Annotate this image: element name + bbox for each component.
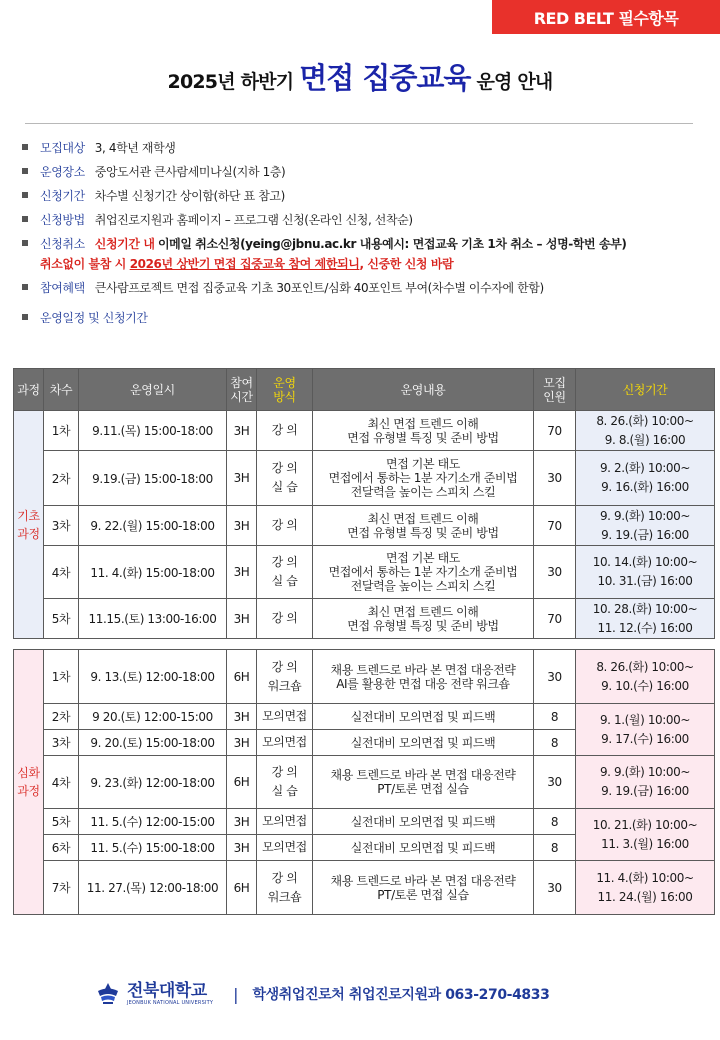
info-value: 취업진로지원과 홈페이지 – 프로그램 신청(온라인 신청, 선착순) bbox=[94, 213, 413, 227]
date-cell: 11. 5.(수) 15:00-18:00 bbox=[79, 835, 227, 861]
content-cell bbox=[313, 599, 534, 639]
period-end: 9. 10.(수) 16:00 bbox=[601, 678, 689, 693]
red-belt-badge: RED BELT 필수항목 bbox=[492, 0, 720, 34]
header-cap-1: 모집 bbox=[543, 375, 566, 390]
period-cell bbox=[576, 756, 715, 809]
period-start: 9. 2.(화) 10:00~ bbox=[599, 461, 691, 475]
header-round: 차수 bbox=[44, 369, 79, 411]
bullet-icon bbox=[22, 192, 28, 198]
round-cell: 6차 bbox=[44, 835, 79, 861]
content-line: 채용 트렌드로 바라 본 면접 대응전략 bbox=[330, 768, 516, 782]
info-label: 신청취소 bbox=[40, 237, 85, 251]
period-start: 10. 21.(화) 10:00~ bbox=[592, 817, 698, 832]
header-method-1: 운영 bbox=[273, 375, 296, 390]
period-start: 11. 4.(화) 10:00~ bbox=[596, 870, 694, 885]
footer-separator: | bbox=[233, 984, 239, 1004]
content-line: PT/토론 면접 실습 bbox=[377, 782, 469, 796]
hours-cell: 6H bbox=[227, 861, 257, 915]
content-cell bbox=[313, 546, 534, 599]
hours-cell: 6H bbox=[227, 756, 257, 809]
date-cell: 9.11.(목) 15:00-18:00 bbox=[79, 411, 227, 451]
date-cell: 11. 5.(수) 12:00-15:00 bbox=[79, 809, 227, 835]
info-value: 큰사람프로젝트 면접 집중교육 기초 30포인트/심화 40포인트 부여(차수별 이수자에 한함) bbox=[94, 281, 544, 295]
header-hours bbox=[227, 369, 257, 411]
period-end: 11. 24.(월) 16:00 bbox=[597, 889, 693, 904]
date-cell: 9. 22.(월) 15:00-18:00 bbox=[79, 506, 227, 546]
round-cell: 2차 bbox=[44, 451, 79, 506]
hours-cell: 3H bbox=[227, 411, 257, 451]
date-cell: 9.19.(금) 15:00-18:00 bbox=[79, 451, 227, 506]
footer bbox=[95, 981, 549, 1007]
info-period bbox=[22, 188, 712, 212]
content-line: 면접 유형별 특징 및 준비 방법 bbox=[347, 525, 499, 540]
table-row bbox=[14, 704, 715, 730]
info-target bbox=[22, 140, 712, 164]
course-advanced bbox=[14, 650, 44, 915]
content-line: 면접 기본 태도 bbox=[386, 457, 460, 471]
date-cell: 11.15.(토) 13:00-16:00 bbox=[79, 599, 227, 639]
period-end: 10. 31.(금) 16:00 bbox=[597, 574, 693, 588]
period-start: 10. 28.(화) 10:00~ bbox=[592, 601, 698, 616]
bullet-icon bbox=[22, 284, 28, 290]
date-cell: 11. 27.(목) 12:00-18:00 bbox=[79, 861, 227, 915]
round-cell: 3차 bbox=[44, 730, 79, 756]
method-text: 워크숍 bbox=[267, 889, 302, 904]
info-value: 중앙도서관 큰사람세미나실(지하 1층) bbox=[94, 165, 286, 179]
capacity-cell: 30 bbox=[534, 861, 576, 915]
date-cell: 9. 13.(토) 12:00-18:00 bbox=[79, 650, 227, 704]
header-hours-2: 시간 bbox=[230, 389, 253, 404]
method-cell bbox=[257, 451, 313, 506]
header-hours-1: 참여 bbox=[230, 375, 253, 390]
capacity-cell: 8 bbox=[534, 704, 576, 730]
round-cell: 2차 bbox=[44, 704, 79, 730]
page-title bbox=[0, 56, 720, 97]
method-text: 강 의 bbox=[271, 423, 298, 437]
title-main: 면접 집중교육 bbox=[299, 61, 471, 95]
content-line: 채용 트렌드로 바라 본 면접 대응전략 bbox=[330, 662, 516, 677]
capacity-cell: 30 bbox=[534, 546, 576, 599]
period-start: 9. 9.(화) 10:00~ bbox=[599, 508, 691, 523]
method-cell bbox=[257, 861, 313, 915]
period-start: 9. 9.(화) 10:00~ bbox=[599, 765, 691, 779]
period-start: 8. 26.(화) 10:00~ bbox=[596, 659, 694, 674]
period-cell bbox=[576, 809, 715, 861]
period-cell bbox=[576, 599, 715, 639]
content-cell bbox=[313, 451, 534, 506]
footer-contact: 학생취업진로처 취업진로지원과 063-270-4833 bbox=[252, 987, 550, 1003]
round-cell: 5차 bbox=[44, 809, 79, 835]
period-cell bbox=[576, 650, 715, 704]
content-line: 면접 유형별 특징 및 준비 방법 bbox=[347, 430, 499, 445]
hours-cell: 3H bbox=[227, 451, 257, 506]
period-cell bbox=[576, 861, 715, 915]
period-cell bbox=[576, 506, 715, 546]
hours-cell: 6H bbox=[227, 650, 257, 704]
content-line: 최신 면접 트렌드 이해 bbox=[367, 416, 479, 431]
table-row bbox=[14, 599, 715, 639]
bullet-icon bbox=[22, 314, 28, 320]
content-cell bbox=[313, 650, 534, 704]
round-cell: 1차 bbox=[44, 650, 79, 704]
course-name-2: 과정 bbox=[17, 526, 40, 541]
content-cell: 실전대비 모의면접 및 피드백 bbox=[313, 809, 534, 835]
logo-korean: 전북대학교 bbox=[127, 981, 207, 1001]
capacity-cell: 8 bbox=[534, 730, 576, 756]
content-line: 전달력을 높이는 스피치 스킬 bbox=[350, 579, 496, 593]
period-start: 8. 26.(화) 10:00~ bbox=[596, 413, 694, 428]
header-content: 운영내용 bbox=[313, 369, 534, 411]
method-text: 강 의 bbox=[271, 870, 298, 885]
method-text: 실 습 bbox=[271, 480, 298, 494]
content-cell: 실전대비 모의면접 및 피드백 bbox=[313, 730, 534, 756]
period-end: 9. 19.(금) 16:00 bbox=[601, 784, 689, 798]
content-line: 전달력을 높이는 스피치 스킬 bbox=[350, 485, 496, 499]
method-cell bbox=[257, 411, 313, 451]
method-text: 강 의 bbox=[271, 555, 298, 569]
university-logo bbox=[127, 982, 213, 1006]
round-cell: 1차 bbox=[44, 411, 79, 451]
method-cell bbox=[257, 506, 313, 546]
method-text: 실 습 bbox=[271, 574, 298, 588]
method-cell: 모의면접 bbox=[257, 809, 313, 835]
content-line: PT/토론 면접 실습 bbox=[377, 887, 469, 902]
method-text: 강 의 bbox=[271, 765, 298, 779]
hours-cell: 3H bbox=[227, 599, 257, 639]
period-end: 9. 17.(수) 16:00 bbox=[601, 731, 689, 746]
method-cell bbox=[257, 546, 313, 599]
header-method bbox=[257, 369, 313, 411]
capacity-cell: 8 bbox=[534, 809, 576, 835]
bullet-icon bbox=[22, 144, 28, 150]
date-cell: 9. 20.(토) 15:00-18:00 bbox=[79, 730, 227, 756]
period-end: 9. 8.(월) 16:00 bbox=[604, 432, 686, 447]
period-end: 9. 16.(화) 16:00 bbox=[601, 480, 689, 494]
bullet-icon bbox=[22, 240, 28, 246]
method-text: 강 의 bbox=[271, 518, 298, 532]
table-row bbox=[14, 506, 715, 546]
capacity-cell: 70 bbox=[534, 411, 576, 451]
capacity-cell: 30 bbox=[534, 451, 576, 506]
date-cell: 11. 4.(화) 15:00-18:00 bbox=[79, 546, 227, 599]
capacity-cell: 30 bbox=[534, 650, 576, 704]
info-value: 3, 4학년 재학생 bbox=[94, 141, 176, 155]
hours-cell: 3H bbox=[227, 730, 257, 756]
date-cell: 9 20.(토) 12:00-15:00 bbox=[79, 704, 227, 730]
round-cell: 4차 bbox=[44, 756, 79, 809]
capacity-cell: 8 bbox=[534, 835, 576, 861]
content-cell bbox=[313, 861, 534, 915]
table-row bbox=[14, 650, 715, 704]
round-cell: 3차 bbox=[44, 506, 79, 546]
title-suffix: 운영 안내 bbox=[476, 71, 553, 93]
method-cell bbox=[257, 599, 313, 639]
info-cancel bbox=[22, 236, 712, 256]
cancel-warning bbox=[22, 256, 712, 280]
info-label: 모집대상 bbox=[40, 141, 85, 155]
method-text: 강 의 bbox=[271, 611, 298, 625]
period-end: 11. 12.(수) 16:00 bbox=[597, 620, 693, 635]
content-line: 면접에서 통하는 1분 자기소개 준비법 bbox=[328, 471, 518, 485]
course-name-2: 과정 bbox=[17, 784, 40, 798]
header-date: 운영일시 bbox=[79, 369, 227, 411]
info-schedule bbox=[22, 310, 712, 334]
info-label: 운영장소 bbox=[40, 165, 85, 179]
content-line: 최신 면접 트렌드 이해 bbox=[367, 511, 479, 526]
info-benefit bbox=[22, 280, 712, 310]
university-emblem-icon bbox=[95, 982, 121, 1006]
header-period: 신청기간 bbox=[576, 369, 715, 411]
schedule-label: 운영일정 및 신청기간 bbox=[40, 311, 148, 325]
round-cell: 5차 bbox=[44, 599, 79, 639]
period-cell bbox=[576, 704, 715, 756]
method-cell: 모의면접 bbox=[257, 730, 313, 756]
period-end: 9. 19.(금) 16:00 bbox=[601, 527, 689, 542]
method-cell: 모의면접 bbox=[257, 835, 313, 861]
table-row bbox=[14, 756, 715, 809]
hours-cell: 3H bbox=[227, 506, 257, 546]
title-divider bbox=[25, 123, 693, 124]
period-start: 10. 14.(화) 10:00~ bbox=[592, 555, 698, 569]
content-line: 채용 트렌드로 바라 본 면접 대응전략 bbox=[330, 873, 516, 888]
content-line: 면접 기본 태도 bbox=[386, 551, 460, 565]
header-cap-2: 인원 bbox=[543, 389, 566, 404]
round-cell: 7차 bbox=[44, 861, 79, 915]
content-cell bbox=[313, 506, 534, 546]
content-line: AI를 활용한 면접 대응 전략 워크숍 bbox=[336, 676, 510, 691]
method-text: 실 습 bbox=[271, 784, 298, 798]
method-cell bbox=[257, 650, 313, 704]
period-cell bbox=[576, 451, 715, 506]
info-label: 신청기간 bbox=[40, 189, 85, 203]
method-cell bbox=[257, 756, 313, 809]
period-cell bbox=[576, 546, 715, 599]
content-line: 최신 면접 트렌드 이해 bbox=[367, 604, 479, 619]
method-cell: 모의면접 bbox=[257, 704, 313, 730]
period-cell bbox=[576, 411, 715, 451]
title-prefix: 2025년 하반기 bbox=[167, 71, 294, 93]
hours-cell: 3H bbox=[227, 704, 257, 730]
method-text: 워크숍 bbox=[267, 678, 302, 693]
period-start: 9. 1.(월) 10:00~ bbox=[599, 712, 691, 727]
info-list bbox=[22, 140, 712, 334]
warning-pre: 취소없이 불참 시 bbox=[40, 257, 130, 271]
info-label: 신청방법 bbox=[40, 213, 85, 227]
course-basic bbox=[14, 411, 44, 639]
course-name-1: 심화 bbox=[17, 766, 40, 780]
content-cell: 실전대비 모의면접 및 피드백 bbox=[313, 835, 534, 861]
basic-schedule-table bbox=[13, 368, 715, 639]
info-value: 차수별 신청기간 상이함(하단 표 참고) bbox=[94, 189, 285, 203]
content-cell: 실전대비 모의면접 및 피드백 bbox=[313, 704, 534, 730]
table-row bbox=[14, 451, 715, 506]
period-end: 11. 3.(월) 16:00 bbox=[601, 836, 689, 851]
content-cell bbox=[313, 756, 534, 809]
hours-cell: 3H bbox=[227, 835, 257, 861]
header-capacity bbox=[534, 369, 576, 411]
hours-cell: 3H bbox=[227, 809, 257, 835]
cancel-bold-text: 이메일 취소신청(yeing@jbnu.ac.kr 내용예시: 면접교육 기초 1차 취소 – 성명-학번 송부) bbox=[157, 237, 627, 251]
table-row bbox=[14, 411, 715, 451]
content-line: 면접 유형별 특징 및 준비 방법 bbox=[347, 618, 499, 633]
info-method bbox=[22, 212, 712, 236]
table-row bbox=[14, 809, 715, 835]
capacity-cell: 30 bbox=[534, 756, 576, 809]
warning-post: , 신중한 신청 바람 bbox=[359, 257, 454, 271]
info-venue bbox=[22, 164, 712, 188]
bullet-icon bbox=[22, 216, 28, 222]
table-row bbox=[14, 546, 715, 599]
hours-cell: 3H bbox=[227, 546, 257, 599]
table-row bbox=[14, 861, 715, 915]
header-course: 과정 bbox=[14, 369, 44, 411]
content-line: 면접에서 통하는 1분 자기소개 준비법 bbox=[328, 565, 518, 579]
table-header-row bbox=[14, 369, 715, 411]
content-cell bbox=[313, 411, 534, 451]
round-cell: 4차 bbox=[44, 546, 79, 599]
info-label: 참여혜택 bbox=[40, 281, 85, 295]
method-text: 강 의 bbox=[271, 461, 298, 475]
capacity-cell: 70 bbox=[534, 506, 576, 546]
warning-underlined: 2026년 상반기 면접 집중교육 참여 제한되니 bbox=[129, 257, 360, 271]
advanced-schedule-table bbox=[13, 649, 715, 915]
header-method-2: 방식 bbox=[273, 389, 296, 404]
capacity-cell: 70 bbox=[534, 599, 576, 639]
cancel-red-text: 신청기간 내 bbox=[94, 237, 155, 251]
bullet-icon bbox=[22, 168, 28, 174]
method-text: 강 의 bbox=[271, 659, 298, 674]
date-cell: 9. 23.(화) 12:00-18:00 bbox=[79, 756, 227, 809]
course-name-1: 기초 bbox=[17, 508, 40, 523]
logo-english: JEONBUK NATIONAL UNIVERSITY bbox=[127, 1000, 214, 1006]
